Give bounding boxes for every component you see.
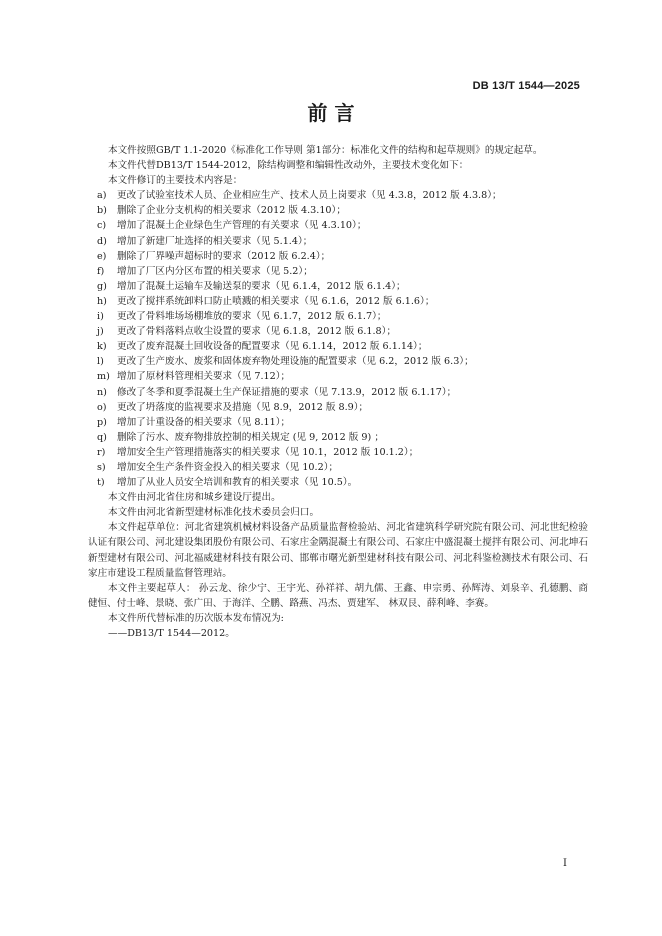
paragraph-drafting-basis: 本文件按照GB/T 1.1-2020《标准化工作导则 第1部分：标准化文件的结构和起草规则》的规定起草。 xyxy=(108,145,543,156)
paragraph-history-intro: 本文件所代替标准的历次版本发布情况为: xyxy=(108,612,284,624)
list-item xyxy=(88,415,588,430)
list-item xyxy=(88,475,588,490)
list-item-label: k) xyxy=(97,341,107,353)
list-item xyxy=(88,339,588,354)
list-item-text: 更改了搅拌系统卸料口防止喷溅的相关要求（见 6.1.6，2012 版 6.1.6）； xyxy=(117,295,435,307)
list-item-label: i) xyxy=(97,311,104,323)
list-item-text: 增加了从业人员安全培训和教育的相关要求（见 10.5）。 xyxy=(117,477,358,489)
change-list xyxy=(88,188,588,490)
list-item-text: 删除了污水、废弃物排放控制的相关规定 (见 9, 2012 版 9) ； xyxy=(117,431,384,443)
list-item-label: b) xyxy=(97,205,107,217)
list-item-label: j) xyxy=(97,326,104,338)
standard-code: DB 13/T 1544—2025 xyxy=(472,80,580,92)
list-item-text: 增加了新建厂址选择的相关要求（见 5.1.4）； xyxy=(117,235,313,247)
list-item-text: 更改了骨料落料点收尘设置的要求（见 6.1.8，2012 版 6.1.8）； xyxy=(117,326,397,338)
list-item-label: r) xyxy=(97,446,106,458)
list-item-text: 修改了冬季和夏季混凝土生产保证措施的要求（见 7.13.9，2012 版 6.1.17）； xyxy=(117,386,457,398)
list-item-label: s) xyxy=(97,461,106,473)
list-item-label: l) xyxy=(97,356,104,368)
list-item xyxy=(88,249,588,264)
paragraph-replacement: 本文件代替DB13/T 1544-2012，除结构调整和编辑性改动外，主要技术变化如下： xyxy=(108,160,469,172)
list-item xyxy=(88,369,588,384)
list-item xyxy=(88,324,588,339)
paragraph-administrator: 本文件由河北省新型建材标准化技术委员会归口。 xyxy=(108,507,320,519)
list-item-label: g) xyxy=(97,280,107,292)
paragraph-proposer: 本文件由河北省住房和城乡建设厅提出。 xyxy=(108,492,281,504)
list-item xyxy=(88,354,588,369)
list-item xyxy=(88,203,588,218)
list-item-label: o) xyxy=(97,401,107,413)
list-item-text: 增加安全生产条件资金投入的相关要求（见 10.2）； xyxy=(117,461,339,473)
list-item xyxy=(88,294,588,309)
page-title: 前 言 xyxy=(307,101,355,125)
paragraph-revision-intro: 本文件修订的主要技术内容是： xyxy=(108,175,243,187)
list-item-text: 更改了骨料堆场场棚堆放的要求（见 6.1.7，2012 版 6.1.7）； xyxy=(117,311,387,323)
list-item-label: p) xyxy=(97,416,107,428)
list-item-label: t) xyxy=(97,477,105,489)
list-item xyxy=(88,264,588,279)
list-item-text: 更改了试验室技术人员、企业相应生产、技术人员上岗要求（见 4.3.8，2012 版 4.3.8）； xyxy=(117,190,502,202)
foreword-body xyxy=(88,143,588,641)
list-item-text: 更改了生产废水、废浆和固体废弃物处理设施的配置要求（见 6.2，2012 版 6.3）； xyxy=(117,356,474,368)
list-item-label: q) xyxy=(97,431,107,443)
list-item-label: a) xyxy=(97,190,107,202)
paragraph-drafting-units: 本文件起草单位：河北省建筑机械材料设备产品质量监督检验站、河北省建筑科学研究院有限公司、河北世纪检验认证有限公司、河北建设集团股份有限公司、石家庄金隅混凝土有限公司、石家庄中盛混凝土搅拌有限公司、河北坤石新型建材有限公司、河北福威建材科技有限公司、邯郸市曙光新型建材科技有限公司、河北科鉴检测技术有限公司、石家庄市建设工程质量监督管理站。 xyxy=(88,522,588,579)
list-item xyxy=(88,279,588,294)
list-item xyxy=(88,188,588,203)
list-item xyxy=(88,445,588,460)
list-item-text: 更改了废弃混凝土回收设备的配置要求（见 6.1.14，2012 版 6.1.14）； xyxy=(117,341,428,353)
list-item xyxy=(88,400,588,415)
list-item-text: 删除了厂界噪声超标时的要求（2012 版 6.2.4）； xyxy=(117,250,331,262)
list-item-text: 增加了混凝土企业绿色生产管理的有关要求（见 4.3.10）； xyxy=(117,220,367,232)
list-item-label: c) xyxy=(97,220,107,232)
list-item xyxy=(88,234,588,249)
list-item xyxy=(88,385,588,400)
list-item-label: e) xyxy=(97,250,107,262)
list-item xyxy=(88,218,588,233)
list-item-label: f) xyxy=(97,265,105,277)
list-item xyxy=(88,460,588,475)
list-item-label: m) xyxy=(97,371,110,383)
list-item-text: 增加了混凝土运输车及输送泵的要求（见 6.1.4，2012 版 6.1.4）； xyxy=(117,280,406,292)
list-item-label: h) xyxy=(97,295,107,307)
list-item-text: 增加了原材料管理相关要求（见 7.12）； xyxy=(117,371,291,383)
page-number: I xyxy=(563,858,567,869)
list-item-text: 删除了企业分支机构的相关要求（2012 版 4.3.10）； xyxy=(117,205,346,217)
list-item xyxy=(88,430,588,445)
list-item xyxy=(88,309,588,324)
paragraph-drafters: 本文件主要起草人： 孙云龙、徐少宁、王宇光、孙祥祥、胡九儒、王鑫、申宗勇、孙辉涛、刘泉辛、孔德鹏、商健恒、付士峰、景晓、张广田、于海洋、仝鹏、路燕、冯杰、贾建军、 林双艮、薛利峰、李赛。 xyxy=(88,582,588,609)
list-item-text: 增加了厂区内分区布置的相关要求（见 5.2）； xyxy=(117,265,313,277)
list-item-text: 增加安全生产管理措施落实的相关要求（见 10.1，2012 版 10.1.2）； xyxy=(117,446,419,458)
list-item-text: 增加了计重设备的相关要求（见 8.11）； xyxy=(117,416,291,428)
list-item-label: n) xyxy=(97,386,107,398)
list-item-text: 更改了坍落度的监视要求及措施（见 8.9，2012 版 8.9）； xyxy=(117,401,369,413)
paragraph-history-item: ——DB13/T 1544—2012。 xyxy=(108,628,235,639)
list-item-label: d) xyxy=(97,235,107,247)
